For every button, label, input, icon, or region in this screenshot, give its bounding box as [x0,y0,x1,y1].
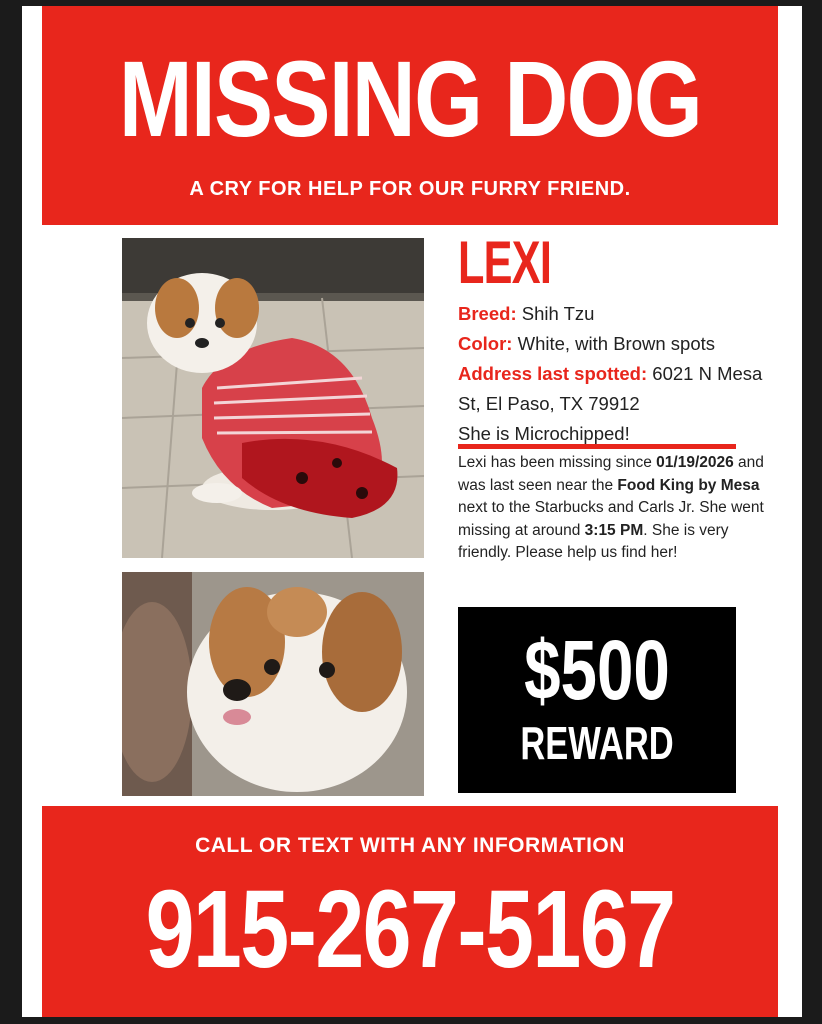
contact-prompt: CALL OR TEXT WITH ANY INFORMATION [195,834,625,857]
poster-title: MISSING DOG [118,38,702,159]
dog-name: LEXI [458,229,552,296]
breed-value: Shih Tzu [521,303,595,324]
address-label: Address last spotted: [458,363,648,384]
story-paragraph [458,452,778,565]
breed-label: Breed: [458,303,517,324]
dog-photo-dress [122,238,424,558]
color-value: White, with Brown spots [517,333,716,354]
missing-date: 01/19/2026 [656,454,734,471]
footer-banner [42,806,778,1017]
color-line [458,329,778,359]
missing-dog-poster [22,6,802,1017]
missing-time: 3:15 PM [584,521,644,539]
microchip-note: She is Microchipped! [458,423,630,444]
story-text-3: next to the Starbucks and Carls Jr. She went missing at around [458,499,764,539]
reward-amount: $500 [524,623,670,717]
color-label: Color: [458,333,513,354]
reward-label: REWARD [520,717,674,769]
dog-photo-closeup [122,572,424,796]
breed-line [458,299,778,329]
address-line [458,359,778,419]
reward-box [458,607,736,793]
address-value: 6021 N Mesa St, El Paso, TX 79912 [458,363,763,414]
divider-rule [458,444,736,449]
story-text-1: Lexi has been missing since [458,454,657,471]
last-seen-place: Food King by Mesa [617,476,760,494]
story-text-4: . She is very friendly. Please help us find her! [458,521,729,561]
phone-number[interactable]: 915-267-5167 [145,868,675,991]
story-text-2: and was last seen near the [458,454,764,494]
poster-subtitle: A CRY FOR HELP FOR OUR FURRY FRIEND. [189,178,631,200]
header-banner [42,6,778,225]
